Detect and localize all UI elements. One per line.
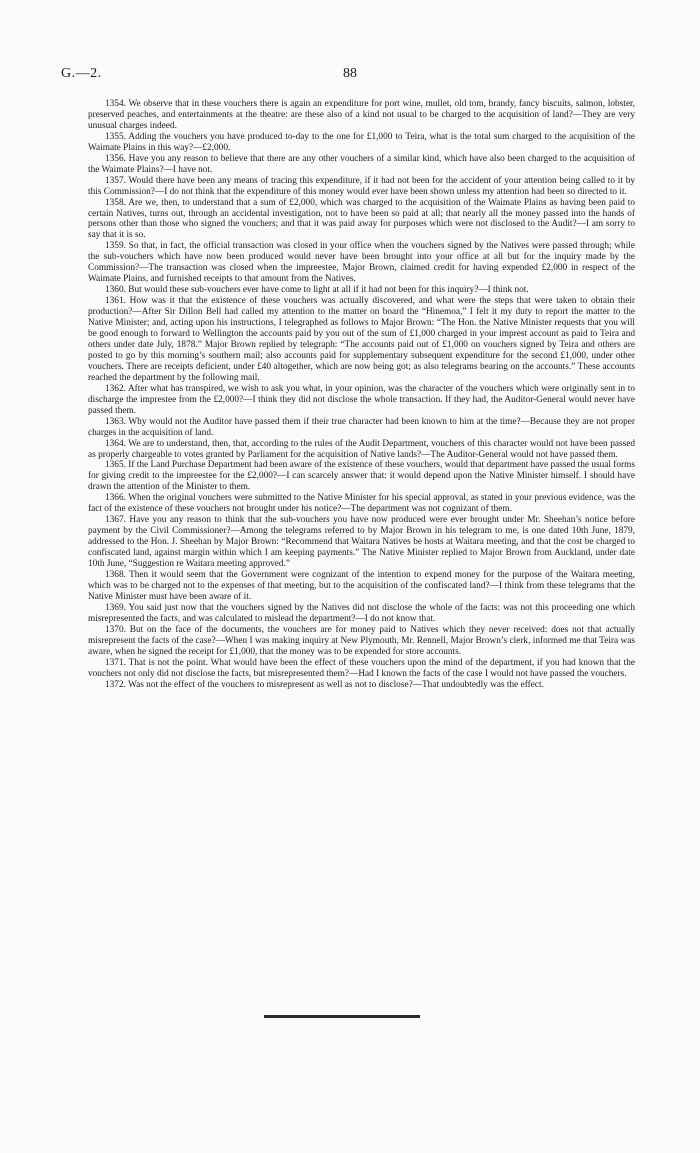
closing-rule (264, 1015, 420, 1018)
paragraph-1355: 1355. Adding the vouchers you have produced to-day to the one for £1,000 to Teira, what is the total sum charged to the acquisition of the Waimate Plains in this way?—£2,000. (88, 131, 635, 153)
paragraph-1368: 1368. Then it would seem that the Government were cognizant of the intention to expend money for the purpose of the Waitara meeting, which was to be charged not to the expenses of that meeting, but to the acquisition of the confiscated land?—I think from these telegrams that the Native Minister must have been aware of it. (88, 569, 635, 602)
paragraph-1358: 1358. Are we, then, to understand that a sum of £2,000, which was charged to the acquisition of the Waimate Plains as having been paid to certain Natives, turns out, through an accidental investigation, not to have been so paid at all; that nearly all the money passed into the hands of persons other than those who signed the vouchers; and that it was paid away for purposes which were not disclosed to the Audit?—I am sorry to say that it is so. (88, 197, 635, 241)
paragraph-1365: 1365. If the Land Purchase Department had been aware of the existence of these vouchers, would that department have passed the usual forms for giving credit to the impreestee for the £2,000?—I can scarcely answer that: it would depend upon the Native Minister himself. I should have drawn the attention of the Minister to them. (88, 460, 635, 493)
paragraph-1361: 1361. How was it that the existence of these vouchers was actually discovered, and what were the steps that were taken to obtain their production?—After Sir Dillon Bell had called my attention to the matter on board the “Hinemoa,” I felt it my duty to report the matter to the Native Minister; and, acting upon his instructions, I telegraphed as follows to Major Brown: “The Hon. the Native Minister requests that you will be good enough to forward to Wellington the accounts paid by you out of the sum of £1,000 charged in your imprest account as paid to Teira and others under date July, 1878.” Major Brown replied by telegraph: “The accounts paid out of £1,000 on vouchers signed by Teira and others are posted to go by this morning’s southern mail; also accounts paid for supplementary subsequent expenditure for the second £1,000, under other vouchers. There are receipts deficient, under £40 altogether, which are now being got; as also telegrams bearing on the accounts.” These accounts reached the department by the following mail. (88, 296, 635, 383)
paragraph-1366: 1366. When the original vouchers were submitted to the Native Minister for his special approval, as stated in your previous evidence, was the fact of the existence of these vouchers not brought under his notice?—The department was not cognizant of them. (88, 493, 635, 515)
paragraph-1356: 1356. Have you any reason to believe that there are any other vouchers of a similar kind, which have also been charged to the acquisition of the Waimate Plains?—I have not. (88, 153, 635, 175)
paragraph-1367: 1367. Have you any reason to think that the sub-vouchers you have now produced were ever brought under Mr. Sheehan’s notice before payment by the Civil Commissioner?—Among the telegrams referred to by Major Brown in his telegram to me, is one dated 10th June, 1879, addressed to the Hon. J. Sheehan by Major Brown: “Recommend that Waitara Natives be hosts at Waitara meeting, and that the cost be charged to confiscated land, against margin within which I am keeping payments.” The Native Minister replied to Major Brown from Auckland, under date 10th June, “Suggestion re Waitara meeting approved.” (88, 515, 635, 570)
paragraph-1370: 1370. But on the face of the documents, the vouchers are for money paid to Natives which they never received: does not that actually misrepresent the facts of the case?—When I was making inquiry at New Plymouth, Mr. Rennell, Major Brown’s clerk, informed me that Teira was aware, when he signed the receipt for £1,000, that the money was to be expended for store accounts. (88, 624, 635, 657)
paragraph-1369: 1369. You said just now that the vouchers signed by the Natives did not disclose the whole of the facts: was not this proceeding one which misrepresented the facts, and was calculated to mislead the department?—I do not know that. (88, 602, 635, 624)
paragraph-1363: 1363. Why would not the Auditor have passed them if their true character had been known to him at the time?—Because they are not proper charges in the acquisition of land. (88, 416, 635, 438)
page-number: 88 (343, 66, 357, 81)
document-reference: G.—2. (61, 66, 102, 81)
paragraph-1364: 1364. We are to understand, then, that, according to the rules of the Audit Department, vouchers of this character would not have been passed as properly chargeable to votes granted by Parliament for the acquisition of Native lands?—The Auditor-General would not have passed them. (88, 438, 635, 460)
testimony-body (88, 99, 635, 690)
paragraph-1360: 1360. But would these sub-vouchers ever have come to light at all if it had not been for this inquiry?—I think not. (105, 285, 529, 296)
paragraph-1359: 1359. So that, in fact, the official transaction was closed in your office when the vouchers signed by the Natives were passed through; while the sub-vouchers which have now been produced would never have been brought into your office at all but for the inquiry made by the Commission?—The transaction was closed when the impreestee, Major Brown, claimed credit for having expended £2,000 in respect of the Waimate Plains, and furnished receipts to that amount from the Natives. (88, 241, 635, 285)
paragraph-1357: 1357. Would there have been any means of tracing this expenditure, if it had not been for the accident of your attention being called to it by this Commission?—I do not think that the expenditure of this money would ever have been shown unless my attention had been so directed to it. (88, 175, 635, 197)
paragraph-1371: 1371. That is not the point. What would have been the effect of these vouchers upon the mind of the department, if you had known that the vouchers not only did not disclose the facts, but misrepresented them?—Had I known the facts of the case I would not have passed the vouchers. (88, 657, 635, 679)
paragraph-1354: 1354. We observe that in these vouchers there is again an expenditure for port wine, mullet, old tom, brandy, fancy biscuits, salmon, lobster, preserved peaches, and entertainments at the theatre: are these also of a kind not usual to be charged to the acquisition of land?—They are very unusual charges indeed. (88, 99, 635, 131)
paragraph-1362: 1362. After what has transpired, we wish to ask you what, in your opinion, was the character of the vouchers which were originally sent in to discharge the imprestee from the £2,000?—I think they did not disclose the whole transaction. If they had, the Auditor-General would never have passed them. (88, 383, 635, 416)
paragraph-1372: 1372. Was not the effect of the vouchers to misrepresent as well as not to disclose?—That undoubtedly was the effect. (105, 679, 544, 690)
